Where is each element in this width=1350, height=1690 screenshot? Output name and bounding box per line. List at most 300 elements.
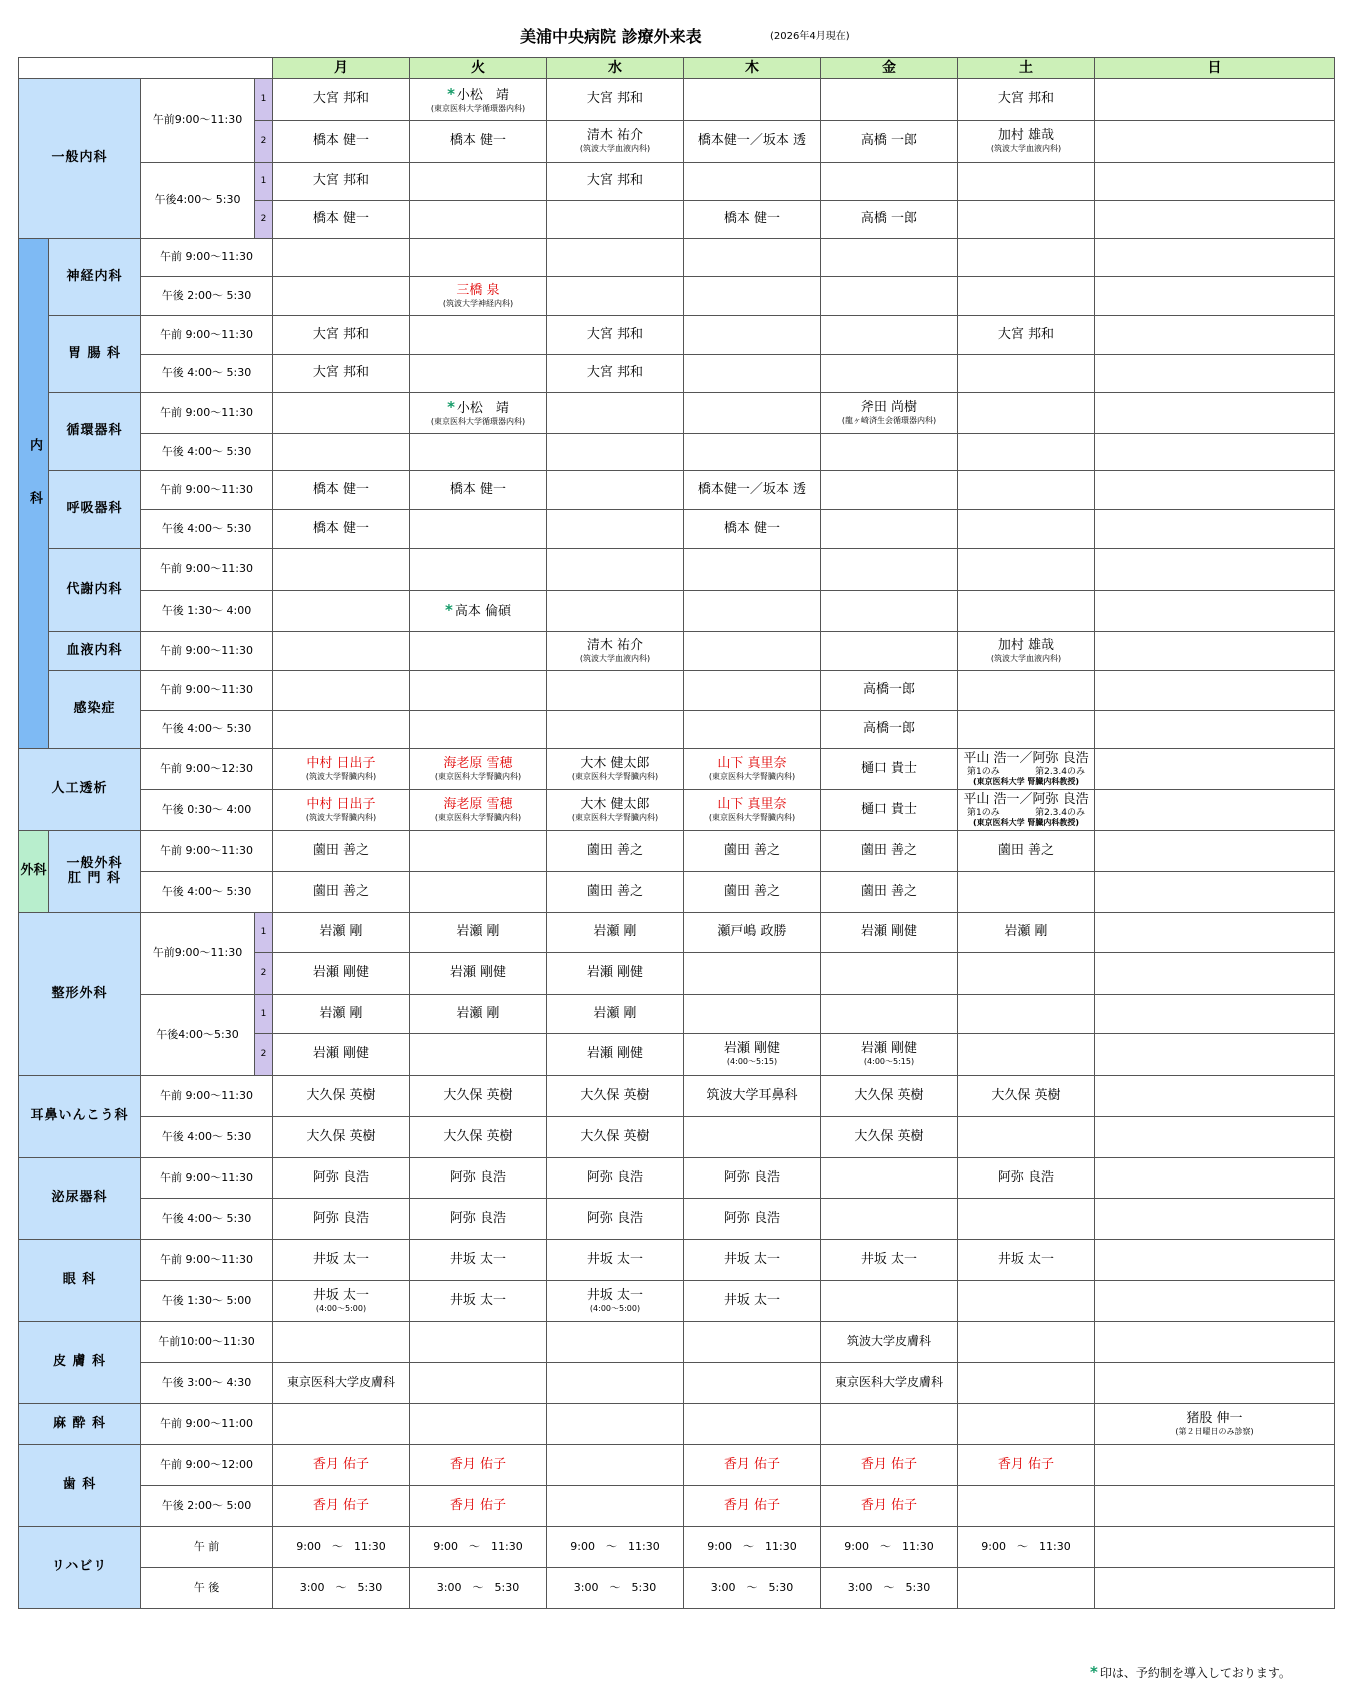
schedule-cell: 薗田 善之	[273, 872, 410, 913]
schedule-cell: 岩瀬 剛健 (4:00～5:15)	[684, 1034, 821, 1076]
table-row	[19, 1527, 1335, 1568]
schedule-cell: 岩瀬 剛健	[821, 913, 958, 953]
schedule-cell: 大久保 英樹	[821, 1117, 958, 1158]
group-surgery: 外科	[19, 831, 49, 913]
dept-rehabilitation: リハビリ	[19, 1527, 141, 1609]
schedule-cell: 橋本 健一	[273, 510, 410, 549]
schedule-cell	[547, 1404, 684, 1445]
schedule-cell: 9:00 ～ 11:30	[958, 1527, 1095, 1568]
schedule-cell: 岩瀬 剛健	[547, 953, 684, 995]
schedule-cell	[958, 671, 1095, 711]
dept-dermatology: 皮 膚 科	[19, 1322, 141, 1404]
schedule-cell: 大宮 邦和	[273, 355, 410, 393]
schedule-cell	[958, 434, 1095, 471]
schedule-cell	[821, 79, 958, 121]
schedule-cell: 阿弥 良浩	[410, 1199, 547, 1240]
schedule-cell: 3:00 ～ 5:30	[547, 1568, 684, 1609]
table-row	[19, 1240, 1335, 1281]
schedule-cell: 橋本 健一	[273, 201, 410, 239]
schedule-cell: 香月 佑子	[410, 1445, 547, 1486]
table-row	[19, 1568, 1335, 1609]
schedule-cell	[547, 393, 684, 434]
schedule-cell	[1095, 872, 1335, 913]
schedule-cell	[684, 711, 821, 749]
schedule-cell: 斧田 尚樹 (龍ヶ崎済生会循環器内科)	[821, 393, 958, 434]
schedule-cell	[821, 1199, 958, 1240]
schedule-cell: 清木 祐介 (筑波大学血液内科)	[547, 121, 684, 163]
table-row	[19, 549, 1335, 591]
time-slot: 午前 9:00～11:30	[141, 671, 273, 711]
time-slot: 午後4:00～5:30	[141, 995, 255, 1076]
schedule-cell	[1095, 1363, 1335, 1404]
schedule-cell: 大宮 邦和	[958, 79, 1095, 121]
schedule-cell	[547, 510, 684, 549]
schedule-cell: 9:00 ～ 11:30	[547, 1527, 684, 1568]
schedule-cell: 岩瀬 剛健	[410, 953, 547, 995]
schedule-cell: 大宮 邦和	[547, 355, 684, 393]
schedule-cell: 海老原 雪穂 (東京医科大学腎臓内科)	[410, 749, 547, 790]
schedule-cell: 橋本健一／坂本 透	[684, 121, 821, 163]
schedule-cell	[958, 1568, 1095, 1609]
schedule-cell: 高橋 一郎	[821, 201, 958, 239]
dept-respiratory: 呼吸器科	[49, 471, 141, 549]
schedule-cell	[958, 1281, 1095, 1322]
schedule-cell: 山下 真里奈 (東京医科大学腎臓内科)	[684, 790, 821, 831]
schedule-cell	[273, 632, 410, 671]
schedule-cell	[410, 1363, 547, 1404]
schedule-cell	[273, 591, 410, 632]
table-row	[19, 872, 1335, 913]
schedule-cell: 岩瀬 剛健 (4:00～5:15)	[821, 1034, 958, 1076]
day-header-sat: 土	[958, 58, 1095, 79]
schedule-cell: 香月 佑子	[273, 1486, 410, 1527]
schedule-cell	[273, 1404, 410, 1445]
schedule-cell	[1095, 549, 1335, 591]
time-slot: 午前 9:00～11:30	[141, 316, 273, 355]
schedule-cell: 井坂 太一 (4:00～5:00)	[547, 1281, 684, 1322]
schedule-cell	[958, 510, 1095, 549]
schedule-cell: 3:00 ～ 5:30	[821, 1568, 958, 1609]
schedule-cell: 海老原 雪穂 (東京医科大学腎臓内科)	[410, 790, 547, 831]
table-row	[19, 1076, 1335, 1117]
schedule-cell: 3:00 ～ 5:30	[410, 1568, 547, 1609]
schedule-cell	[821, 239, 958, 277]
schedule-cell: 中村 日出子 (筑波大学腎臓内科)	[273, 790, 410, 831]
schedule-cell	[273, 549, 410, 591]
schedule-cell: 筑波大学耳鼻科	[684, 1076, 821, 1117]
table-row	[19, 790, 1335, 831]
time-slot: 午前 9:00～11:30	[141, 831, 273, 872]
schedule-cell	[958, 471, 1095, 510]
time-slot: 午前 9:00～11:30	[141, 549, 273, 591]
schedule-cell	[1095, 1281, 1335, 1322]
dept-anesthesiology: 麻 酔 科	[19, 1404, 141, 1445]
schedule-cell: 井坂 太一	[684, 1240, 821, 1281]
table-row	[19, 1404, 1335, 1445]
slot-number: 1	[255, 163, 273, 201]
schedule-cell: 井坂 太一	[273, 1240, 410, 1281]
schedule-cell: 香月 佑子	[684, 1486, 821, 1527]
schedule-cell: 9:00 ～ 11:30	[273, 1527, 410, 1568]
time-slot: 午後 1:30～ 4:00	[141, 591, 273, 632]
schedule-cell	[273, 1322, 410, 1363]
schedule-cell	[821, 434, 958, 471]
schedule-cell: 岩瀬 剛健	[273, 1034, 410, 1076]
schedule-cell: 橋本 健一	[684, 510, 821, 549]
schedule-cell: 阿弥 良浩	[684, 1158, 821, 1199]
schedule-cell	[410, 1404, 547, 1445]
day-header-sun: 日	[1095, 58, 1335, 79]
schedule-cell: 橋本 健一	[684, 201, 821, 239]
table-row	[19, 355, 1335, 393]
schedule-cell	[821, 953, 958, 995]
schedule-cell: 大宮 邦和	[547, 79, 684, 121]
page-title: 美浦中央病院 診療外来表	[520, 27, 702, 46]
schedule-cell: 大宮 邦和	[547, 316, 684, 355]
schedule-cell: 大久保 英樹	[273, 1076, 410, 1117]
schedule-cell	[958, 711, 1095, 749]
schedule-cell: 井坂 太一 (4:00～5:00)	[273, 1281, 410, 1322]
table-row	[19, 510, 1335, 549]
schedule-cell: 大木 健太郎 (東京医科大学腎臓内科)	[547, 790, 684, 831]
schedule-cell	[958, 953, 1095, 995]
schedule-cell: 大久保 英樹	[410, 1076, 547, 1117]
schedule-cell	[1095, 1158, 1335, 1199]
dept-cardiology: 循環器科	[49, 393, 141, 471]
schedule-cell	[1095, 201, 1335, 239]
schedule-cell: * 高本 倫碩	[410, 591, 547, 632]
schedule-cell: 橋本健一／坂本 透	[684, 471, 821, 510]
schedule-cell: 9:00 ～ 11:30	[410, 1527, 547, 1568]
schedule-cell	[1095, 632, 1335, 671]
schedule-cell: 阿弥 良浩	[273, 1158, 410, 1199]
dept-hematology: 血液内科	[49, 632, 141, 671]
schedule-cell	[1095, 1199, 1335, 1240]
table-row	[19, 1199, 1335, 1240]
schedule-cell: 大久保 英樹	[821, 1076, 958, 1117]
dept-dialysis: 人工透析	[19, 749, 141, 831]
time-slot: 午前 9:00～12:00	[141, 1445, 273, 1486]
schedule-cell	[410, 510, 547, 549]
schedule-cell	[684, 163, 821, 201]
schedule-cell	[958, 1404, 1095, 1445]
dept-ent: 耳鼻いんこう科	[19, 1076, 141, 1158]
schedule-cell: 9:00 ～ 11:30	[821, 1527, 958, 1568]
schedule-cell	[547, 591, 684, 632]
schedule-cell: 岩瀬 剛健	[273, 953, 410, 995]
schedule-cell	[958, 355, 1095, 393]
schedule-cell	[1095, 913, 1335, 953]
time-slot: 午前 9:00～11:30	[141, 471, 273, 510]
time-slot: 午前 9:00～11:30	[141, 1158, 273, 1199]
schedule-cell: 香月 佑子	[821, 1445, 958, 1486]
schedule-cell	[821, 995, 958, 1034]
schedule-cell	[684, 316, 821, 355]
schedule-cell: 大久保 英樹	[410, 1117, 547, 1158]
schedule-cell	[1095, 1568, 1335, 1609]
dept-urology: 泌尿器科	[19, 1158, 141, 1240]
schedule-cell: 井坂 太一	[958, 1240, 1095, 1281]
schedule-cell	[684, 591, 821, 632]
schedule-cell	[684, 1322, 821, 1363]
schedule-cell	[547, 1363, 684, 1404]
time-slot: 午前 9:00～11:30	[141, 632, 273, 671]
as-of-date: (2026年4月現在)	[770, 31, 850, 42]
schedule-cell: 井坂 太一	[684, 1281, 821, 1322]
schedule-cell: 香月 佑子	[273, 1445, 410, 1486]
schedule-cell	[958, 163, 1095, 201]
schedule-cell	[410, 711, 547, 749]
schedule-cell: 中村 日出子 (筑波大学腎臓内科)	[273, 749, 410, 790]
day-header-fri: 金	[821, 58, 958, 79]
time-slot: 午前 9:00～12:30	[141, 749, 273, 790]
schedule-cell	[684, 1363, 821, 1404]
schedule-cell	[410, 671, 547, 711]
time-slot: 午後 3:00～ 4:30	[141, 1363, 273, 1404]
reservation-star-icon: *	[447, 398, 455, 417]
schedule-cell	[684, 239, 821, 277]
schedule-cell: 薗田 善之	[821, 872, 958, 913]
schedule-cell: 山下 真里奈 (東京医科大学腎臓内科)	[684, 749, 821, 790]
dept-metabolism: 代謝内科	[49, 549, 141, 632]
schedule-cell	[821, 471, 958, 510]
schedule-cell	[410, 239, 547, 277]
day-header-mon: 月	[273, 58, 410, 79]
day-header-wed: 水	[547, 58, 684, 79]
group-internal-medicine: 内科	[19, 239, 49, 749]
dept-orthopedics: 整形外科	[19, 913, 141, 1076]
time-slot: 午後 2:00～ 5:00	[141, 1486, 273, 1527]
schedule-cell	[684, 277, 821, 316]
time-slot: 午 後	[141, 1568, 273, 1609]
schedule-cell	[273, 434, 410, 471]
slot-number: 1	[255, 79, 273, 121]
schedule-cell: 東京医科大学皮膚科	[821, 1363, 958, 1404]
time-slot: 午前 9:00～11:30	[141, 1240, 273, 1281]
schedule-cell	[1095, 239, 1335, 277]
table-row	[19, 393, 1335, 434]
schedule-cell	[273, 277, 410, 316]
schedule-cell	[958, 277, 1095, 316]
schedule-cell	[273, 239, 410, 277]
schedule-cell	[1095, 79, 1335, 121]
schedule-cell	[958, 995, 1095, 1034]
dept-general-surgery-proctology: 一般外科 肛 門 科	[49, 831, 141, 913]
schedule-cell	[547, 1445, 684, 1486]
time-slot: 午後 4:00～ 5:30	[141, 355, 273, 393]
time-slot: 午後 4:00～ 5:30	[141, 1199, 273, 1240]
slot-number: 2	[255, 1034, 273, 1076]
schedule-table	[18, 57, 1335, 1609]
schedule-cell	[958, 201, 1095, 239]
schedule-cell: 瀬戸嶋 政勝	[684, 913, 821, 953]
day-header-tue: 火	[410, 58, 547, 79]
schedule-cell: 香月 佑子	[958, 1445, 1095, 1486]
schedule-cell: 岩瀬 剛	[410, 995, 547, 1034]
schedule-cell	[821, 1281, 958, 1322]
schedule-cell	[1095, 711, 1335, 749]
schedule-cell	[1095, 953, 1335, 995]
schedule-cell: 阿弥 良浩	[958, 1158, 1095, 1199]
schedule-cell	[821, 549, 958, 591]
schedule-cell	[410, 549, 547, 591]
schedule-cell: 橋本 健一	[410, 121, 547, 163]
footer-note: * 印は、予約制を導入しております。	[1090, 1663, 1291, 1681]
table-row	[19, 591, 1335, 632]
schedule-cell: 大宮 邦和	[547, 163, 684, 201]
schedule-cell	[821, 510, 958, 549]
schedule-cell: 阿弥 良浩	[547, 1199, 684, 1240]
schedule-cell: 大久保 英樹	[547, 1117, 684, 1158]
dept-gastroenterology: 胃 腸 科	[49, 316, 141, 393]
schedule-cell: 高橋 一郎	[821, 121, 958, 163]
schedule-cell	[684, 1117, 821, 1158]
schedule-cell: 高橋一郎	[821, 671, 958, 711]
table-row	[19, 632, 1335, 671]
schedule-cell	[1095, 316, 1335, 355]
schedule-cell: 大木 健太郎 (東京医科大学腎臓内科)	[547, 749, 684, 790]
dept-neurology: 神経内科	[49, 239, 141, 316]
schedule-cell	[1095, 591, 1335, 632]
schedule-cell	[821, 316, 958, 355]
reservation-star-icon: *	[447, 84, 455, 103]
schedule-cell	[684, 79, 821, 121]
schedule-cell	[410, 1322, 547, 1363]
slot-number: 1	[255, 995, 273, 1034]
time-slot: 午 前	[141, 1527, 273, 1568]
schedule-cell	[410, 201, 547, 239]
schedule-cell	[1095, 831, 1335, 872]
schedule-cell: 三橋 泉 (筑波大学神経内科)	[410, 277, 547, 316]
schedule-cell: 大久保 英樹	[547, 1076, 684, 1117]
schedule-cell	[410, 872, 547, 913]
schedule-cell	[1095, 1034, 1335, 1076]
slot-number: 2	[255, 201, 273, 239]
time-slot: 午後 4:00～ 5:30	[141, 1117, 273, 1158]
schedule-cell: 岩瀬 剛	[547, 913, 684, 953]
schedule-cell: 岩瀬 剛	[958, 913, 1095, 953]
table-row	[19, 995, 1335, 1034]
schedule-cell	[958, 1034, 1095, 1076]
schedule-cell	[684, 953, 821, 995]
schedule-cell	[1095, 671, 1335, 711]
time-slot: 午前9:00～11:30	[141, 913, 255, 995]
schedule-cell	[684, 393, 821, 434]
table-row	[19, 277, 1335, 316]
schedule-cell	[684, 1404, 821, 1445]
schedule-cell	[1095, 121, 1335, 163]
table-row	[19, 1363, 1335, 1404]
time-slot: 午前 9:00～11:30	[141, 393, 273, 434]
schedule-cell	[1095, 1117, 1335, 1158]
schedule-cell	[958, 239, 1095, 277]
schedule-cell	[410, 355, 547, 393]
schedule-cell: 樋口 貴士	[821, 749, 958, 790]
schedule-cell	[958, 1486, 1095, 1527]
day-header-row	[19, 58, 1335, 79]
schedule-cell: 香月 佑子	[821, 1486, 958, 1527]
schedule-cell: 岩瀬 剛	[547, 995, 684, 1034]
schedule-cell: 9:00 ～ 11:30	[684, 1527, 821, 1568]
schedule-cell: 薗田 善之	[684, 831, 821, 872]
schedule-cell	[684, 632, 821, 671]
reservation-star-icon: *	[445, 601, 453, 620]
table-row	[19, 913, 1335, 953]
schedule-cell: 3:00 ～ 5:30	[273, 1568, 410, 1609]
schedule-cell	[958, 1199, 1095, 1240]
schedule-cell	[958, 1117, 1095, 1158]
table-row	[19, 711, 1335, 749]
table-row	[19, 239, 1335, 277]
schedule-cell: 加村 雄哉 (筑波大学血液内科)	[958, 632, 1095, 671]
schedule-cell: 香月 佑子	[410, 1486, 547, 1527]
table-row	[19, 1445, 1335, 1486]
schedule-cell	[684, 434, 821, 471]
schedule-cell	[1095, 471, 1335, 510]
schedule-cell	[410, 831, 547, 872]
table-row	[19, 1322, 1335, 1363]
schedule-cell	[1095, 1527, 1335, 1568]
reservation-star-icon: *	[1090, 1663, 1098, 1681]
schedule-cell: 橋本 健一	[410, 471, 547, 510]
table-row	[19, 1117, 1335, 1158]
schedule-cell	[821, 1158, 958, 1199]
time-slot: 午後 1:30～ 5:00	[141, 1281, 273, 1322]
schedule-cell: 清木 祐介 (筑波大学血液内科)	[547, 632, 684, 671]
schedule-cell	[1095, 1322, 1335, 1363]
slot-number: 2	[255, 953, 273, 995]
schedule-cell	[410, 163, 547, 201]
schedule-cell: 阿弥 良浩	[273, 1199, 410, 1240]
table-row	[19, 79, 1335, 121]
schedule-cell	[1095, 355, 1335, 393]
schedule-cell: 大久保 英樹	[273, 1117, 410, 1158]
schedule-cell: 岩瀬 剛健	[547, 1034, 684, 1076]
schedule-cell	[1095, 995, 1335, 1034]
schedule-cell	[1095, 277, 1335, 316]
time-slot: 午後 0:30～ 4:00	[141, 790, 273, 831]
schedule-cell: 岩瀬 剛	[273, 995, 410, 1034]
schedule-cell: 阿弥 良浩	[410, 1158, 547, 1199]
schedule-cell: 阿弥 良浩	[684, 1199, 821, 1240]
table-row	[19, 316, 1335, 355]
schedule-cell	[958, 549, 1095, 591]
schedule-cell	[1095, 434, 1335, 471]
schedule-cell	[684, 355, 821, 393]
schedule-cell	[821, 277, 958, 316]
schedule-cell	[1095, 1240, 1335, 1281]
schedule-cell	[684, 549, 821, 591]
schedule-cell	[410, 632, 547, 671]
schedule-cell	[547, 239, 684, 277]
schedule-cell	[1095, 393, 1335, 434]
time-slot: 午後 4:00～ 5:30	[141, 711, 273, 749]
schedule-cell	[1095, 749, 1335, 790]
table-row	[19, 1281, 1335, 1322]
schedule-cell: 筑波大学皮膚科	[821, 1322, 958, 1363]
schedule-cell: 岩瀬 剛	[273, 913, 410, 953]
schedule-cell: 薗田 善之	[958, 831, 1095, 872]
schedule-cell	[547, 549, 684, 591]
schedule-cell: * 小松 靖 (東京医科大学循環器内科)	[410, 393, 547, 434]
time-slot: 午前 9:00～11:30	[141, 239, 273, 277]
schedule-cell	[958, 393, 1095, 434]
schedule-cell: 岩瀬 剛	[410, 913, 547, 953]
schedule-cell: 東京医科大学皮膚科	[273, 1363, 410, 1404]
schedule-cell: 香月 佑子	[684, 1445, 821, 1486]
schedule-cell	[821, 163, 958, 201]
table-row	[19, 1158, 1335, 1199]
